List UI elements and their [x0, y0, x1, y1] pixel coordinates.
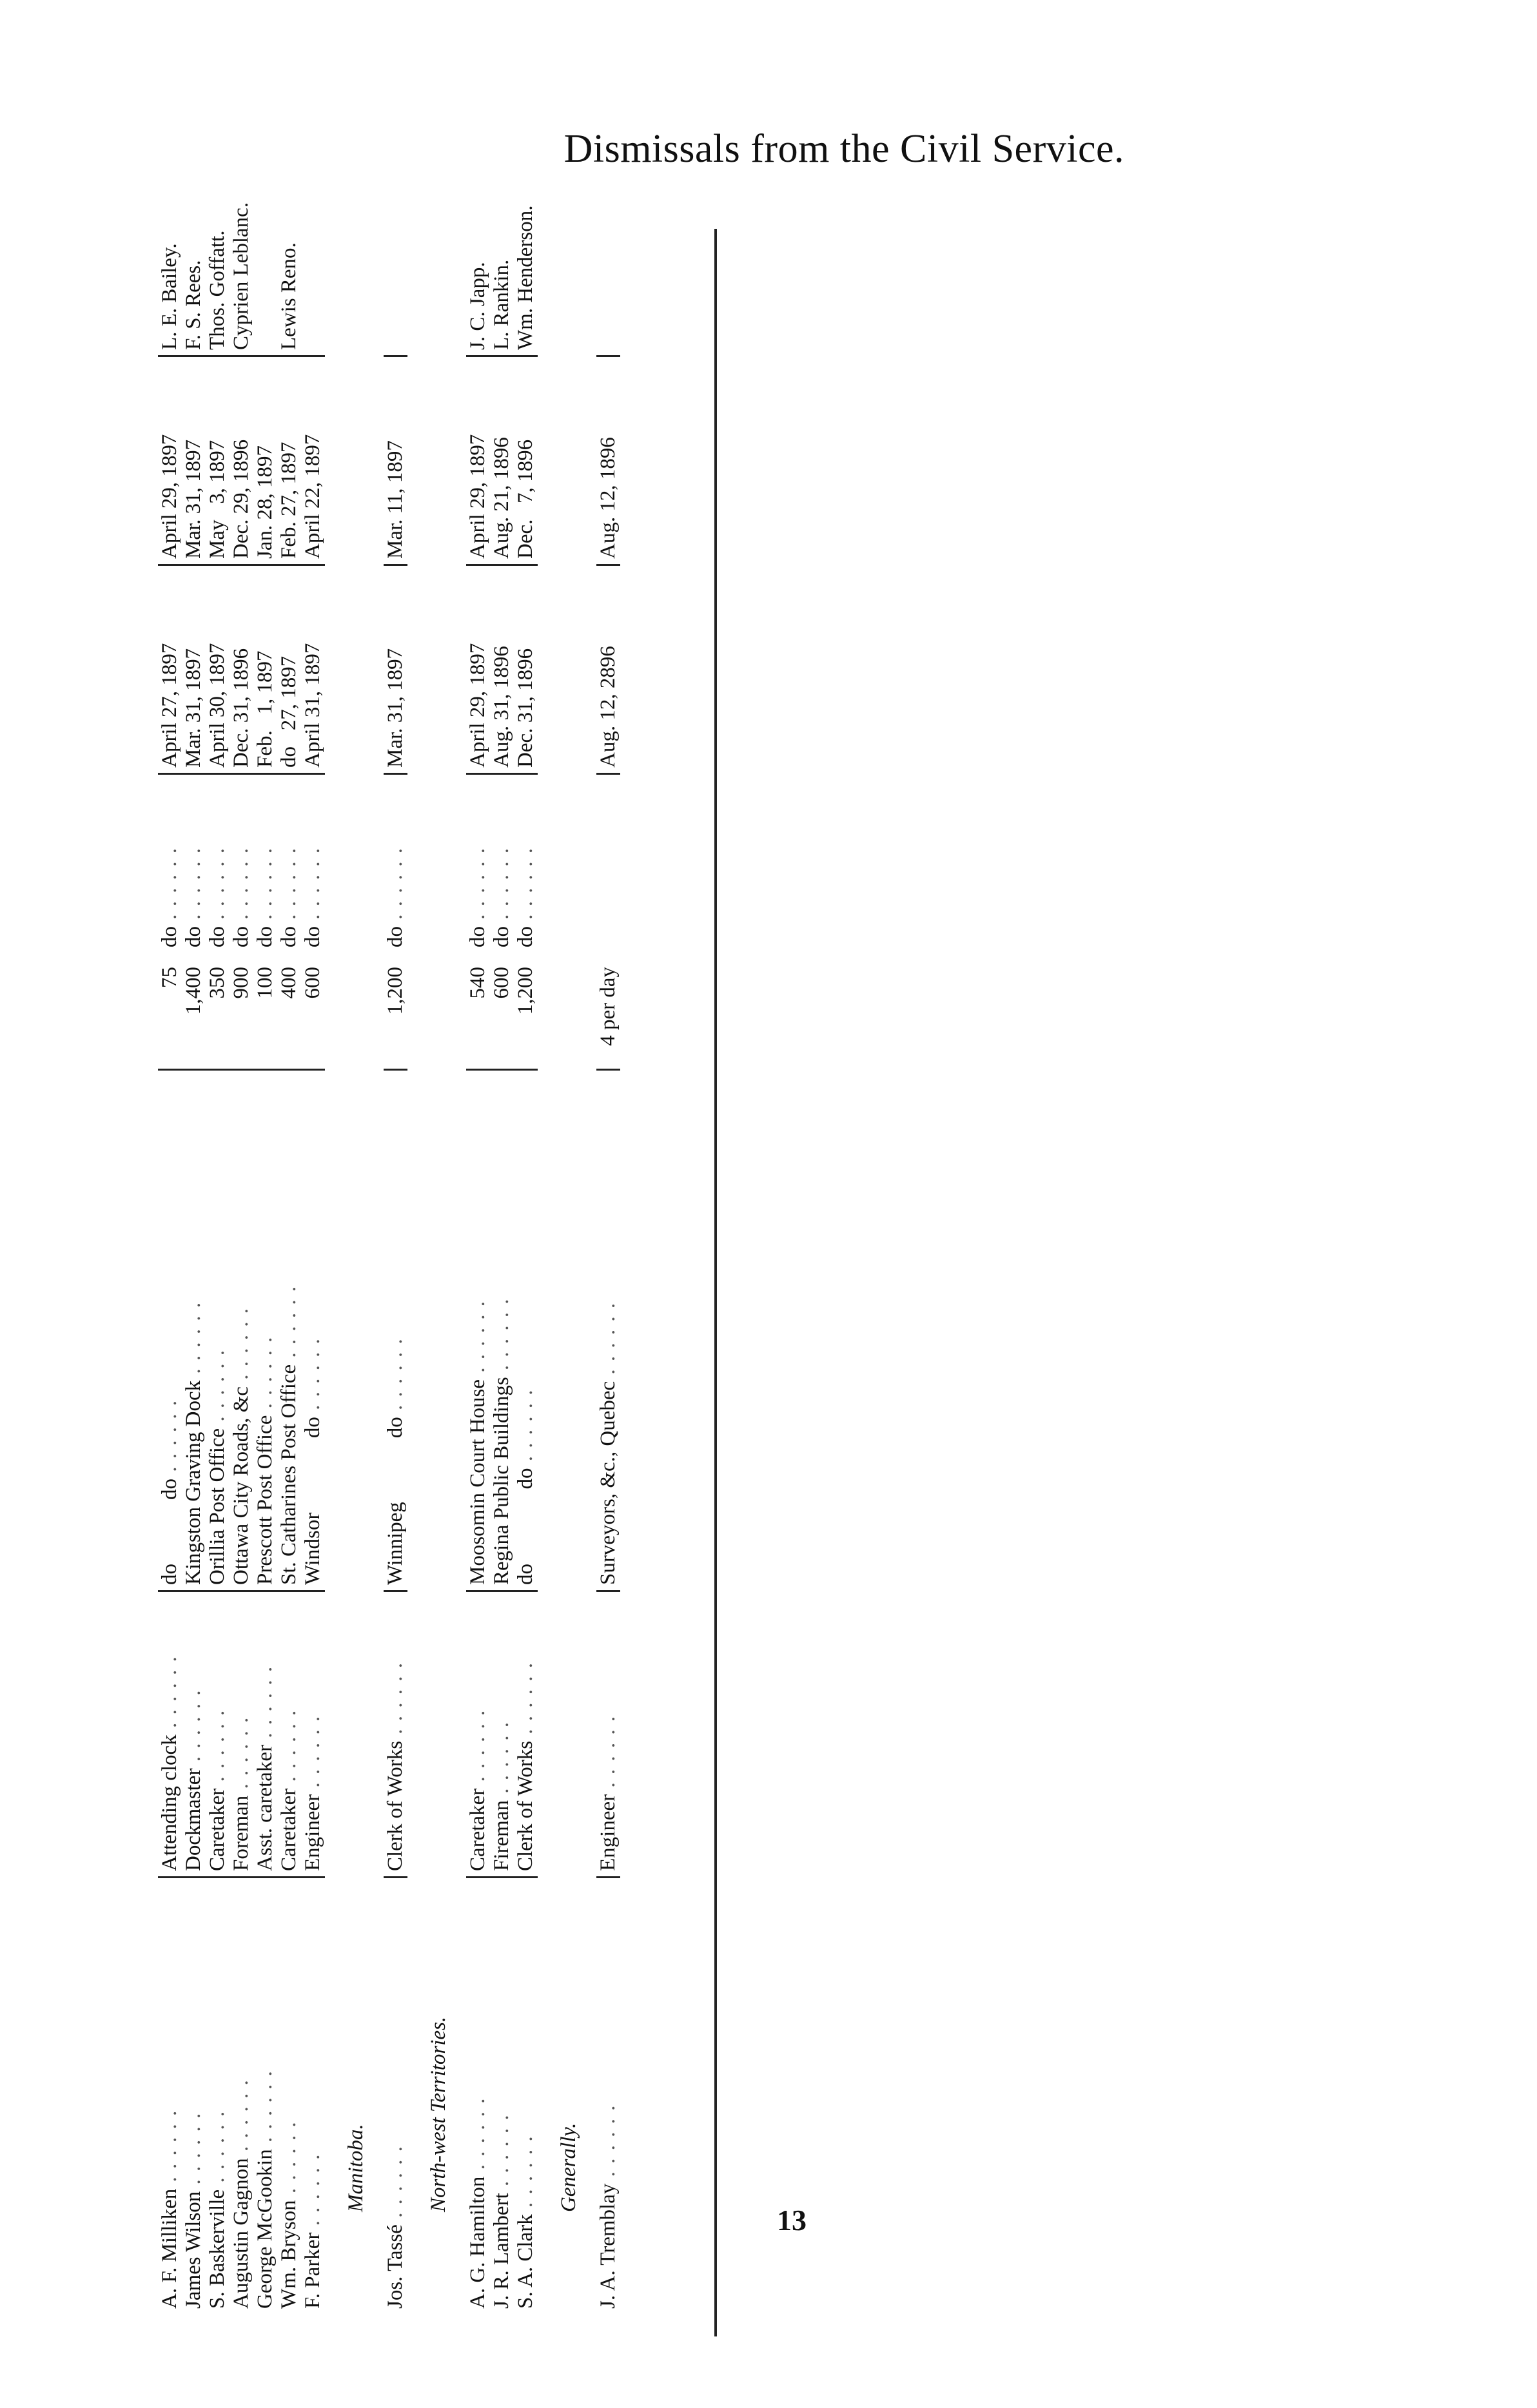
dot-leader: . . . . . . [206, 847, 229, 926]
successor-name: J. C. Japp. [466, 262, 489, 350]
salary-cell [596, 953, 620, 1070]
dismissal-date-cell [253, 565, 277, 774]
effective-date: April 29, 1897 [466, 434, 489, 559]
dot-leader: . . . . . . [384, 2145, 407, 2225]
effective-date-cell [230, 356, 253, 565]
how-paid: do [158, 926, 181, 947]
employee-name-cell [277, 1878, 301, 2315]
table-row [230, 132, 253, 2314]
place-of-employment-cell [206, 1070, 230, 1591]
salary-cell [182, 953, 206, 1070]
employee-name-cell [384, 1878, 407, 2315]
dot-leader: . . . . . . [301, 847, 324, 926]
dot-leader: . . . . . . [490, 1297, 513, 1377]
place-of-employment: Windsor do [301, 1417, 324, 1585]
employee-name: J. R. Lambert [490, 2193, 513, 2309]
employee-name: S. Baskerville [206, 2189, 229, 2309]
salary-cell [301, 953, 325, 1070]
dot-leader: . . . . . . [596, 2104, 620, 2184]
occupation: Caretaker [206, 1788, 229, 1871]
employee-name-cell [490, 1878, 514, 2315]
successor-name: Thos. Goffatt. [206, 230, 229, 350]
dismissal-date-cell [301, 565, 325, 774]
successor-name-cell [158, 132, 182, 356]
successor-name-cell [206, 132, 230, 356]
dot-leader: . . . . . . [158, 2109, 181, 2189]
dot-leader: . . . . . . [384, 1661, 407, 1741]
dismissals-table-body [158, 132, 620, 2314]
dot-leader: . . . . . . [158, 1399, 181, 1479]
dot-leader: . . . . . . [158, 1655, 181, 1735]
employee-name: A. G. Hamilton [466, 2176, 489, 2309]
dot-leader: . . . . . . [490, 2113, 513, 2193]
employee-name-cell [230, 1878, 253, 2315]
salary: 1,200 [514, 967, 537, 1015]
successor-name-cell [466, 132, 490, 356]
dot-leader: . . . . . . [230, 847, 253, 926]
dismissal-date: Dec. 31, 1896 [514, 648, 537, 768]
salary: 350 [206, 967, 229, 999]
dismissal-date: Mar. 31, 1897 [182, 648, 205, 768]
place-of-employment-cell [253, 1070, 277, 1591]
effective-date: Mar. 11, 1897 [384, 440, 407, 559]
effective-date-cell [490, 356, 514, 565]
occupation: Caretaker [277, 1788, 300, 1871]
section-heading-cell [407, 132, 466, 2314]
how-paid-cell [514, 774, 538, 953]
dot-leader: . . . . . . [230, 1716, 253, 1796]
dot-leader: . . . . . . [253, 1665, 277, 1745]
effective-date: Dec. 29, 1896 [230, 439, 253, 559]
section-heading-row [325, 132, 384, 2314]
dot-leader: . . . . . . [253, 1335, 277, 1415]
dismissal-date: April 31, 1897 [301, 643, 324, 768]
salary-cell [384, 953, 407, 1070]
salary-cell [206, 953, 230, 1070]
effective-date-cell [158, 356, 182, 565]
employee-name-cell [158, 1878, 182, 2315]
effective-date: Mar. 31, 1897 [182, 439, 205, 559]
dot-leader: . . . . . . [277, 2121, 300, 2200]
dot-leader: . . . . . . [206, 2110, 229, 2190]
effective-date: Aug. 21, 1896 [490, 437, 513, 559]
salary-cell [277, 953, 301, 1070]
successor-name-cell [384, 132, 407, 356]
salary: 900 [230, 967, 253, 999]
place-of-employment-cell [277, 1070, 301, 1591]
salary: 4 per day [596, 967, 620, 1046]
employee-name: Jos. Tassé [384, 2224, 407, 2309]
effective-date: Dec. 7, 1896 [514, 439, 537, 559]
employee-name-cell [466, 1878, 490, 2315]
salary: 400 [277, 967, 300, 999]
dismissal-date-cell [596, 565, 620, 774]
salary-cell [230, 953, 253, 1070]
section-heading-cell [325, 132, 384, 2314]
dot-leader: . . . . . . [301, 1337, 324, 1417]
effective-date: Aug. 12, 1896 [596, 437, 620, 559]
salary: 1,200 [384, 967, 407, 1015]
occupation: Foreman [230, 1795, 253, 1871]
occupation: Clerk of Works [384, 1740, 407, 1871]
table-row [158, 132, 182, 2314]
effective-date-cell [206, 356, 230, 565]
how-paid: do [230, 926, 253, 947]
employee-name: S. A. Clark [514, 2214, 537, 2309]
section-heading: Generally. [557, 2122, 580, 2212]
section-heading: North-west Territories. [427, 2016, 450, 2212]
table-row [596, 132, 620, 2314]
occupation: Clerk of Works [514, 1740, 537, 1871]
occupation: Caretaker [466, 1788, 489, 1871]
dismissal-date-cell [466, 565, 490, 774]
successor-name-cell [182, 132, 206, 356]
dismissal-date: Mar. 31, 1897 [384, 648, 407, 768]
dismissal-date: Aug. 12, 2896 [596, 646, 620, 768]
dot-leader: . . . . . . [384, 847, 407, 926]
how-paid: do [301, 926, 324, 947]
occupation: Fireman [490, 1800, 513, 1871]
effective-date-cell [182, 356, 206, 565]
effective-date-cell [384, 356, 407, 565]
occupation-cell [206, 1591, 230, 1878]
salary-cell [253, 953, 277, 1070]
dismissal-date-cell [158, 565, 182, 774]
successor-name: L. Rankin. [490, 259, 513, 350]
dismissal-date-cell [384, 565, 407, 774]
place-of-employment-cell [596, 1070, 620, 1591]
salary-cell [466, 953, 490, 1070]
occupation-cell [490, 1591, 514, 1878]
dot-leader: . . . . . . [230, 2079, 253, 2159]
successor-name-cell [596, 132, 620, 356]
how-paid: do [514, 926, 537, 947]
page-number: 13 [777, 2204, 807, 2237]
effective-date-cell [277, 356, 301, 565]
page-title: Dismissals from the Civil Service. [563, 127, 1124, 171]
dismissal-date: do 27, 1897 [277, 655, 300, 768]
how-paid-cell [230, 774, 253, 953]
effective-date: Jan. 28, 1897 [253, 445, 277, 559]
occupation-cell [182, 1591, 206, 1878]
dot-leader: . . . . . . [182, 847, 205, 926]
effective-date-cell [514, 356, 538, 565]
salary-cell [514, 953, 538, 1070]
dot-leader: . . . . . . [301, 1714, 324, 1794]
successor-name: F. S. Rees. [182, 260, 205, 350]
successor-name: Wm. Henderson. [514, 205, 537, 350]
dismissal-date: April 27, 1897 [158, 643, 181, 768]
place-of-employment: Ottawa City Roads, &c [230, 1386, 253, 1585]
effective-date: Feb. 27, 1897 [277, 442, 300, 559]
dot-leader: . . . . . . [596, 1301, 620, 1381]
how-paid-cell [253, 774, 277, 953]
place-of-employment: Winnipeg do [384, 1417, 407, 1585]
place-of-employment: Moosomin Court House [466, 1379, 489, 1585]
dismissal-date: April 29, 1897 [466, 643, 489, 768]
occupation-cell [301, 1591, 325, 1878]
dot-leader: . . . . . . [230, 1307, 253, 1387]
dismissal-date-cell [490, 565, 514, 774]
dismissal-date-cell [277, 565, 301, 774]
place-of-employment-cell [384, 1070, 407, 1591]
place-of-employment: do do [158, 1479, 181, 1585]
section-heading: Manitoba. [344, 2124, 367, 2212]
employee-name: George McGookin [253, 2149, 277, 2309]
employee-name-cell [182, 1878, 206, 2315]
employee-name-cell [253, 1878, 277, 2315]
place-of-employment: do do [514, 1468, 537, 1585]
dot-leader: . . . . . . [301, 2153, 324, 2233]
place-of-employment-cell [230, 1070, 253, 1591]
occupation: Asst. caretaker [253, 1744, 277, 1871]
table-row [206, 132, 230, 2314]
dot-leader: . . . . . . [514, 1388, 537, 1468]
dot-leader: . . . . . . [596, 1714, 620, 1794]
place-of-employment-cell [182, 1070, 206, 1591]
place-of-employment: Prescott Post Office [253, 1415, 277, 1585]
how-paid: do [277, 926, 300, 947]
place-of-employment-cell [466, 1070, 490, 1591]
dot-leader: . . . . . . [514, 847, 537, 926]
dot-leader: . . . . . . [277, 1709, 300, 1789]
dot-leader: . . . . . . [253, 847, 277, 926]
place-of-employment: Regina Public Buildings [490, 1377, 513, 1585]
dot-leader: . . . . . . [206, 1348, 229, 1428]
how-paid: do [384, 926, 407, 947]
section-heading-cell [538, 132, 596, 2314]
occupation-cell [158, 1591, 182, 1878]
dismissal-date-cell [206, 565, 230, 774]
dot-leader: . . . . . . [490, 847, 513, 926]
dot-leader: . . . . . . [277, 847, 300, 926]
occupation-cell [514, 1591, 538, 1878]
salary-cell [490, 953, 514, 1070]
dot-leader: . . . . . . [182, 1689, 205, 1769]
successor-name: Cyprien Leblanc. [230, 202, 253, 350]
effective-date-cell [596, 356, 620, 565]
employee-name: Wm. Bryson [277, 2200, 300, 2309]
table-row [466, 132, 490, 2314]
occupation-cell [230, 1591, 253, 1878]
salary: 75 [158, 967, 181, 988]
occupation-cell [384, 1591, 407, 1878]
how-paid-cell [158, 774, 182, 953]
employee-name-cell [301, 1878, 325, 2315]
successor-name-cell [490, 132, 514, 356]
how-paid: do [182, 926, 205, 947]
dismissal-date-cell [514, 565, 538, 774]
successor-name-cell [301, 132, 325, 356]
dot-leader: . . . . . . [466, 847, 489, 926]
dismissal-date: April 30, 1897 [206, 643, 229, 768]
how-paid-cell [596, 774, 620, 953]
dot-leader: . . . . . . [384, 1337, 407, 1417]
dismissals-table [158, 132, 620, 2314]
successor-name-cell [514, 132, 538, 356]
dismissal-date-cell [230, 565, 253, 774]
place-of-employment: Orillia Post Office [206, 1428, 229, 1585]
table-row [253, 132, 277, 2314]
place-of-employment-cell [301, 1070, 325, 1591]
dot-leader: . . . . . . [158, 847, 181, 926]
place-of-employment: St. Catharines Post Office [277, 1364, 300, 1585]
occupation-cell [596, 1591, 620, 1878]
salary: 600 [301, 967, 324, 999]
dot-leader: . . . . . . [490, 1721, 513, 1801]
how-paid: do [466, 926, 489, 947]
salary: 1,400 [182, 967, 205, 1015]
dot-leader: . . . . . . [182, 1301, 205, 1381]
section-heading-row [407, 132, 466, 2314]
effective-date: May 3, 1897 [206, 440, 229, 559]
occupation: Engineer [596, 1794, 620, 1871]
how-paid-cell [277, 774, 301, 953]
dot-leader: . . . . . . [466, 1299, 489, 1379]
table-row [384, 132, 407, 2314]
effective-date: April 29, 1897 [158, 434, 181, 559]
occupation: Attending clock [158, 1734, 181, 1871]
effective-date-cell [466, 356, 490, 565]
how-paid: do [253, 926, 277, 947]
employee-name: F. Parker [301, 2232, 324, 2309]
dismissal-date: Dec. 31, 1896 [230, 648, 253, 768]
place-of-employment: Kingston Graving Dock [182, 1380, 205, 1585]
how-paid-cell [466, 774, 490, 953]
dismissal-date-cell [182, 565, 206, 774]
occupation: Engineer [301, 1794, 324, 1871]
dot-leader: . . . . . . [182, 2112, 205, 2191]
successor-name-cell [277, 132, 301, 356]
employee-name-cell [596, 1878, 620, 2315]
how-paid: do [206, 926, 229, 947]
table-right-rule [714, 229, 717, 2336]
how-paid-cell [301, 774, 325, 953]
dot-leader: . . . . . . [514, 1661, 537, 1741]
dismissals-table-rotated [158, 110, 712, 2314]
effective-date-cell [301, 356, 325, 565]
dismissal-date: Feb. 1, 1897 [253, 650, 277, 768]
dot-leader: . . . . . . [514, 2135, 537, 2215]
section-heading-row [538, 132, 596, 2314]
how-paid-cell [206, 774, 230, 953]
effective-date-cell [253, 356, 277, 565]
how-paid-cell [384, 774, 407, 953]
employee-name: James Wilson [182, 2191, 205, 2309]
occupation-cell [277, 1591, 301, 1878]
table-row [514, 132, 538, 2314]
table-row [301, 132, 325, 2314]
salary-cell [158, 953, 182, 1070]
how-paid: do [490, 926, 513, 947]
place-of-employment: Surveyors, &c., Quebec [596, 1381, 620, 1585]
dot-leader: . . . . . . [253, 2070, 277, 2150]
place-of-employment-cell [158, 1070, 182, 1591]
successor-name-cell [253, 132, 277, 356]
dismissal-date: Aug. 31, 1896 [490, 646, 513, 768]
table-row [277, 132, 301, 2314]
employee-name-cell [206, 1878, 230, 2315]
employee-name: Augustin Gagnon [230, 2158, 253, 2309]
occupation: Dockmaster [182, 1768, 205, 1871]
salary: 540 [466, 967, 489, 999]
place-of-employment-cell [514, 1070, 538, 1591]
dot-leader: . . . . . . [466, 1709, 489, 1789]
salary: 100 [253, 967, 277, 999]
how-paid-cell [490, 774, 514, 953]
dot-leader: . . . . . . [466, 2097, 489, 2177]
place-of-employment-cell [490, 1070, 514, 1591]
dot-leader: . . . . . . [206, 1709, 229, 1789]
employee-name-cell [514, 1878, 538, 2315]
salary: 600 [490, 967, 513, 999]
employee-name: J. A. Tremblay [596, 2183, 620, 2309]
effective-date: April 22, 1897 [301, 434, 324, 559]
successor-name: Lewis Reno. [277, 242, 300, 350]
successor-name: L. E. Bailey. [158, 243, 181, 350]
table-row [182, 132, 206, 2314]
occupation-cell [466, 1591, 490, 1878]
employee-name: A. F. Milliken [158, 2188, 181, 2309]
dot-leader: . . . . . . [277, 1285, 300, 1364]
occupation-cell [253, 1591, 277, 1878]
table-row [490, 132, 514, 2314]
successor-name-cell [230, 132, 253, 356]
how-paid-cell [182, 774, 206, 953]
